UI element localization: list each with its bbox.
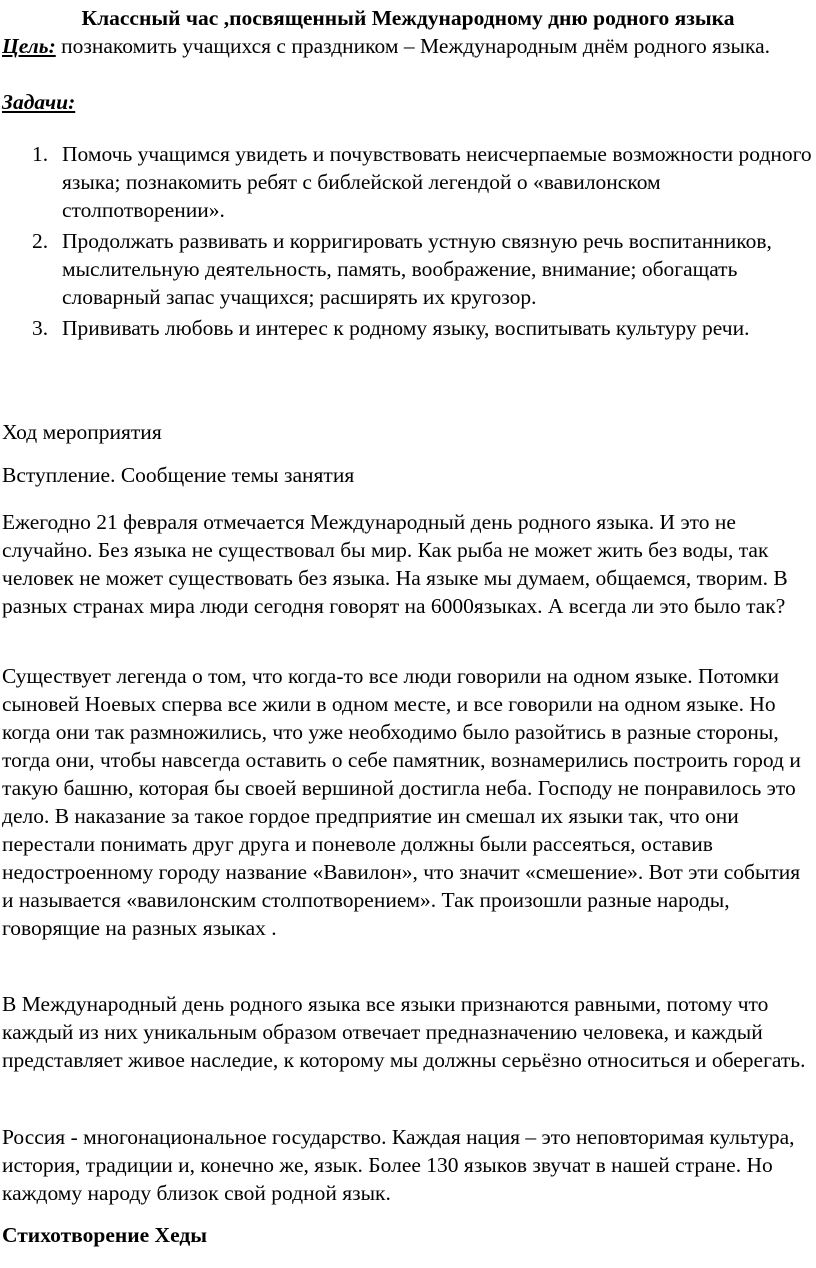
goal-line <box>2 32 812 60</box>
task-item <box>0 140 812 224</box>
document-title: Классный час ,посвященный Международному дню родного языка <box>81 6 735 30</box>
paragraph-intro: Ежегодно 21 февраля отмечается Международный день родного языка. И это не случайно. Без языка не существовал бы мир. Как рыба не может жить без воды, так человек не может существовать без языка. На языке мы думаем, общаемся, творим. В разных странах мира люди сегодня говорят на 6000языках. А всегда ли это было так? <box>2 510 788 618</box>
tasks-label: Задачи: <box>2 90 76 114</box>
task-text: Прививать любовь и интерес к родному языку, воспитывать культуру речи. <box>62 316 750 340</box>
paragraph-equality: В Международный день родного языка все языки признаются равными, потому что каждый из них уникальным образом отвечает предназначению человека, и каждый представляет живое наследие, к которому мы должны серьёзно относиться и оберегать. <box>2 992 806 1072</box>
poem-heading: Стихотворение Хеды <box>2 1223 208 1247</box>
goal-text: познакомить учащихся с праздником – Международным днём родного языка. <box>55 34 771 58</box>
task-text: Помочь учащимся увидеть и почувствовать неисчерпаемые возможности родного языка; познакомить ребят с библейской легендой о «вавилонском столпотворении». <box>62 142 812 222</box>
task-item <box>0 314 812 342</box>
task-number: 1. <box>32 142 49 166</box>
paragraph-russia: Россия - многонациональное государство. Каждая нация – это неповторимая культура, история, традиции и, конечно же, язык. Более 130 языков звучат в нашей стране. Но каждому народу близок свой родной язык. <box>2 1125 795 1205</box>
paragraph-legend: Существует легенда о том, что когда-то все люди говорили на одном языке. Потомки сыновей Ноевых сперва все жили в одном месте, и все говорили на одном языке. Но когда они так размножились, что уже необходимо было разойтись в разные стороны, тогда они, чтобы навсегда оставить о себе памятник, вознамерились построить город и такую башню, которая бы своей вершиной достигла неба. Господу не понравилось это дело. В наказание за такое гордое предприятие ин смешал их языки так, что они перестали понимать друг друга и поневоле должны были рассеяться, оставив недостроенному городу название «Вавилон», что значит «смешение». Вот эти события и называется «вавилонским столпотворением». Так произошли разные народы, говорящие на разных языках . <box>2 664 801 940</box>
goal-label: Цель: <box>2 34 56 58</box>
task-number: 2. <box>32 229 49 253</box>
tasks-label-line <box>2 88 75 116</box>
task-text: Продолжать развивать и корригировать устную связную речь воспитанников, мыслительную деятельность, память, воображение, внимание; обогащать словарный запас учащихся; расширять их кругозор. <box>62 229 772 309</box>
tasks-list <box>0 140 812 345</box>
task-item <box>0 227 812 311</box>
task-number: 3. <box>32 316 49 340</box>
intro-heading: Вступление. Сообщение темы занятия <box>2 463 355 487</box>
event-heading: Ход мероприятия <box>2 420 162 444</box>
